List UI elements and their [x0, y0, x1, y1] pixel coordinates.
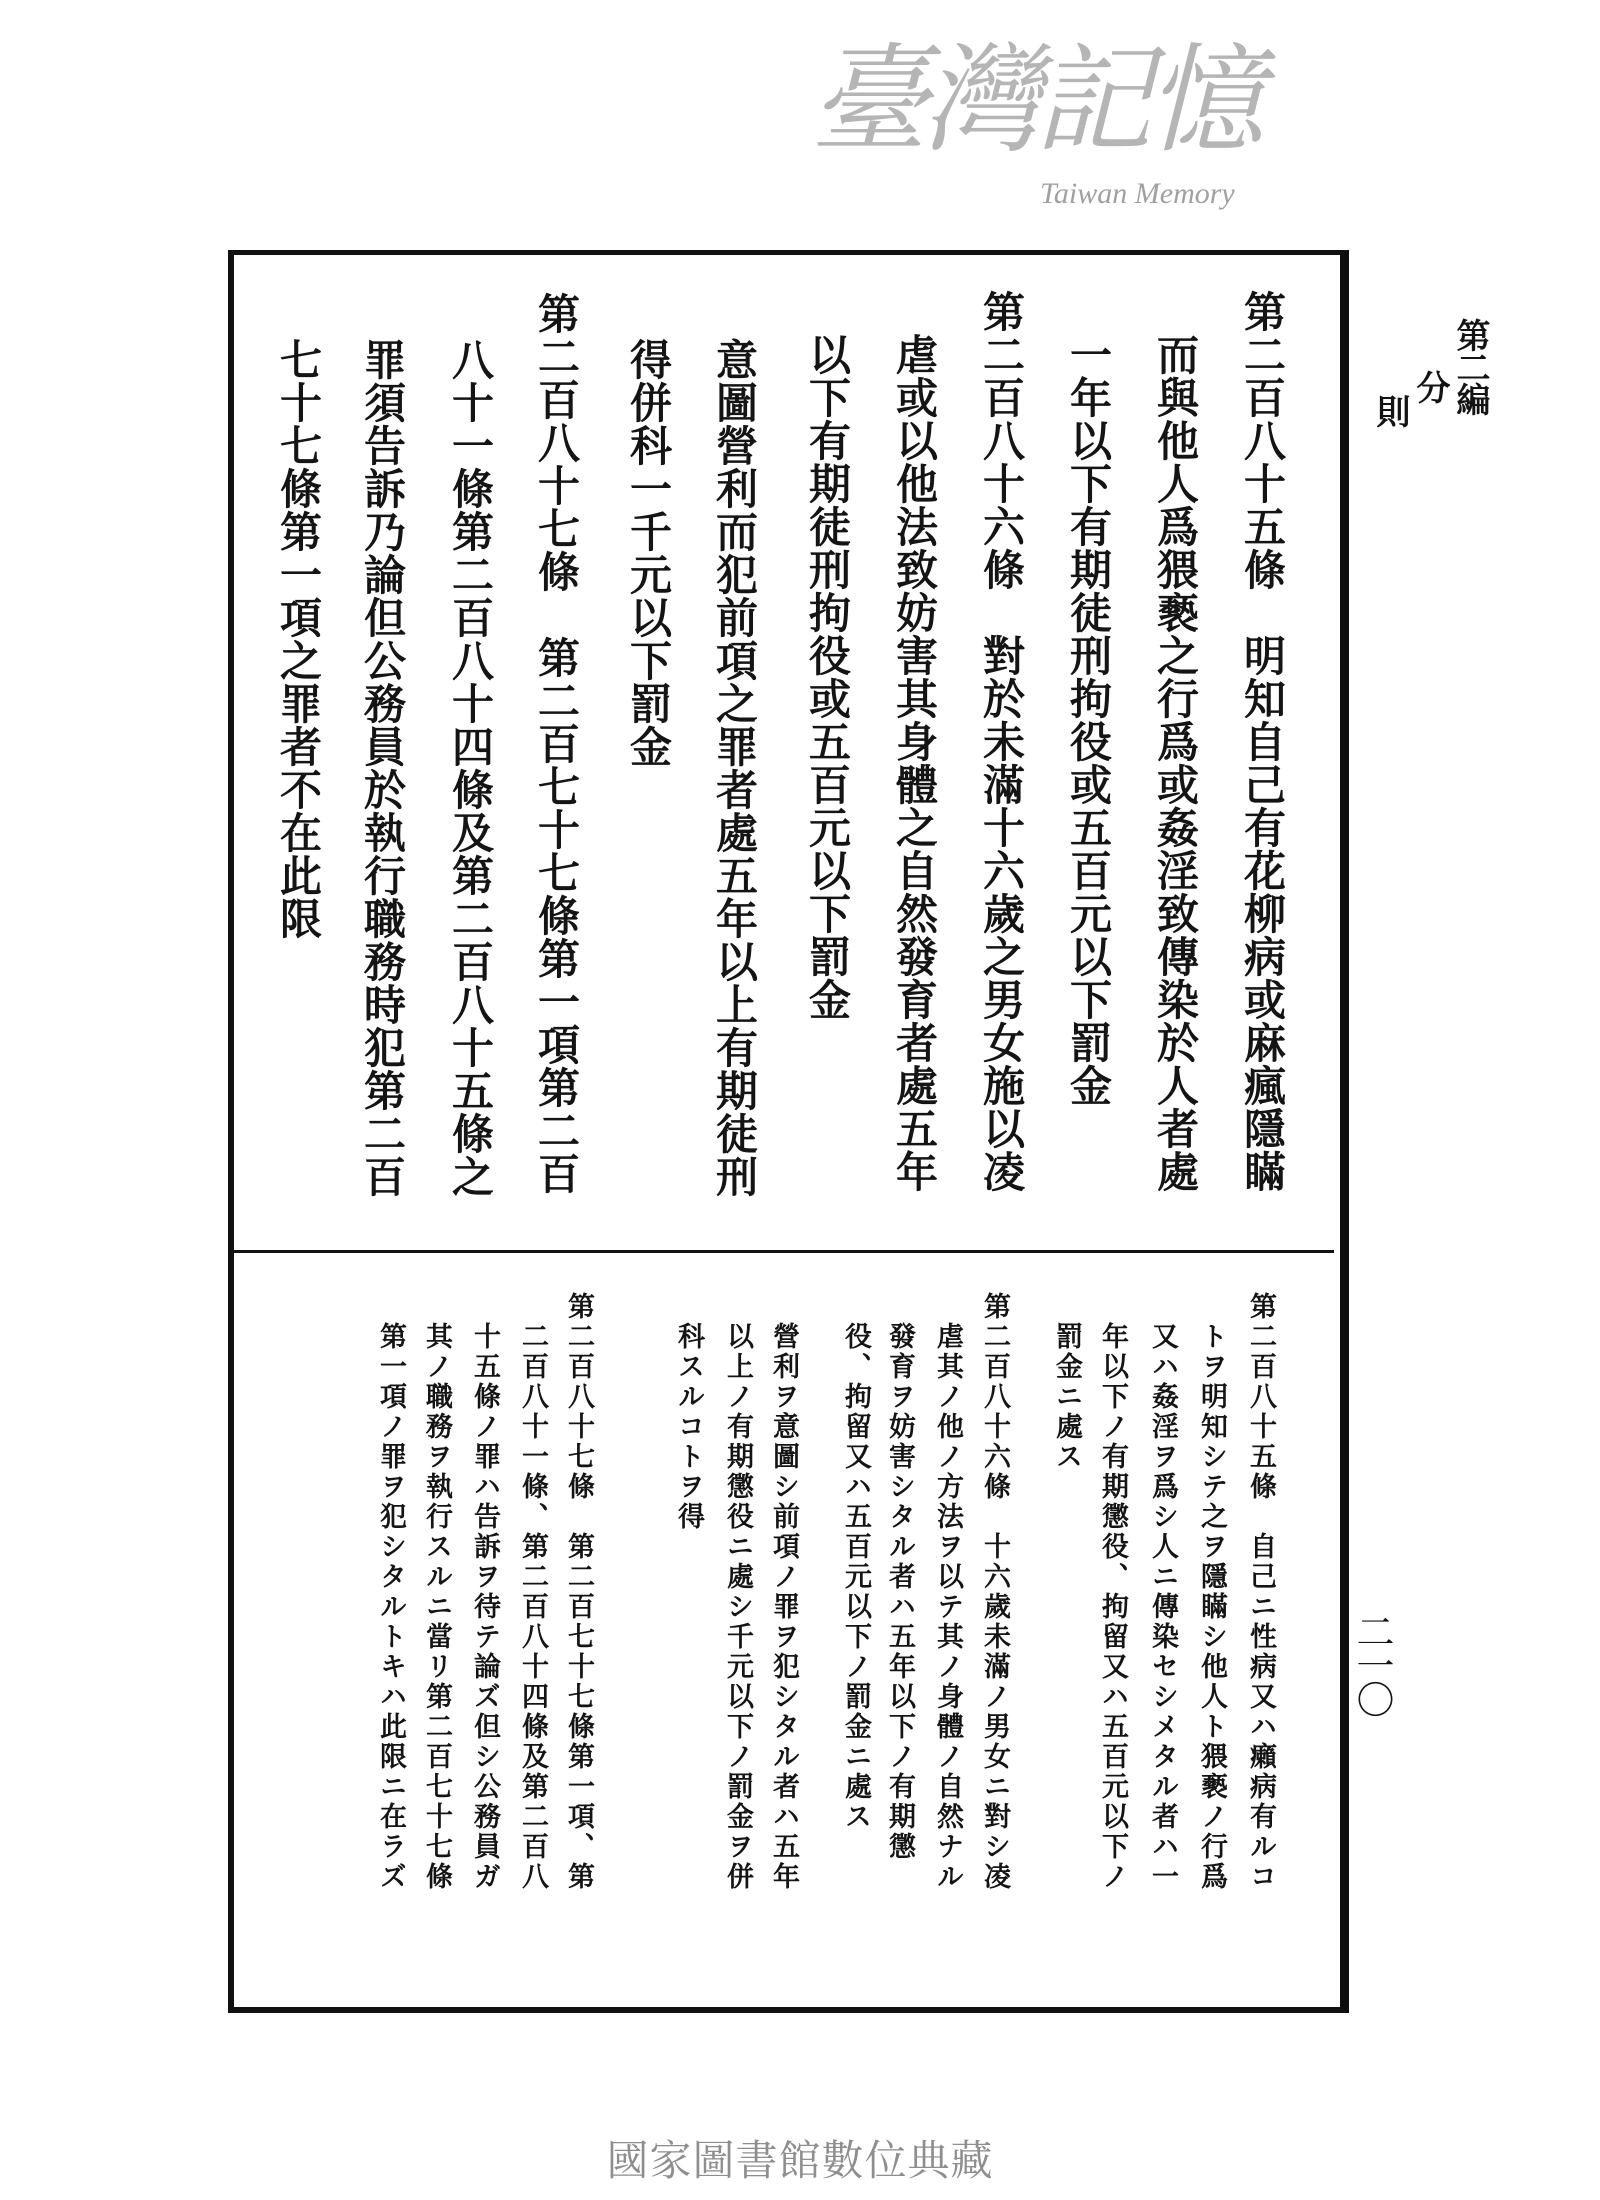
text-column: 第二百八十七條 第二百七十七條第一項第二百 — [532, 292, 581, 1195]
text-column: 營利ヲ意圖シ前項ノ罪ヲ犯シタル者ハ五年 — [768, 1322, 799, 1892]
running-header — [1370, 318, 1490, 428]
library-footer: 國家圖書館數位典藏 — [606, 2136, 994, 2185]
text-column: 一年以下有期徒刑拘役或五百元以下罰金 — [1064, 333, 1113, 1107]
text-column: 罪須告訴乃論但公務員於執行職務時犯第二百 — [358, 338, 407, 1198]
text-column: 二百八十一條、第二百八十四條及第二百八 — [517, 1322, 548, 1892]
text-column: 第二百八十五條 明知自己有花柳病或麻瘋隱瞞 — [1238, 290, 1287, 1193]
text-column: 第一項ノ罪ヲ犯シタルトキハ此限ニ在ラズ — [375, 1322, 406, 1892]
page-number: 二一〇 — [1350, 1612, 1394, 1714]
text-column: 以下有期徒刑拘役或五百元以下罰金 — [803, 333, 852, 1021]
watermark-logo: 臺灣記憶 — [810, 31, 1259, 169]
text-column: 八十一條第二百八十四條及第二百八十五條之 — [446, 338, 495, 1198]
text-column: 發育ヲ妨害シタル者ハ五年以下ノ有期懲 — [884, 1322, 915, 1862]
text-column: 第二百八十五條 自己ニ性病又ハ癩病有ルコ — [1245, 1292, 1276, 1892]
header-part: 第二編 — [1450, 318, 1490, 414]
text-column: 其ノ職務ヲ執行スルニ當リ第二百七十七條 — [421, 1322, 452, 1892]
watermark-text: Taiwan Memory — [1040, 177, 1235, 210]
text-column: 科スルコトヲ得 — [673, 1322, 704, 1532]
text-column: 役、拘留又ハ五百元以下ノ罰金ニ處ス — [840, 1322, 871, 1832]
text-column: 虐其ノ他ノ方法ヲ以テ其ノ身體ノ自然ナル — [932, 1322, 963, 1892]
text-column: 罰金ニ處ス — [1051, 1322, 1082, 1472]
text-column: 第二百八十七條 第二百七十七條第一項、第 — [563, 1292, 594, 1892]
text-column: 又ハ姦淫ヲ爲シ人ニ傳染セシメタル者ハ一 — [1147, 1322, 1178, 1892]
header-section-b: 則 — [1370, 394, 1410, 428]
text-column: トヲ明知シテ之ヲ隱瞞シ他人ト猥褻ノ行爲 — [1196, 1322, 1227, 1892]
text-column: 意圖營利而犯前項之罪者處五年以上有期徒刑 — [710, 338, 759, 1198]
text-column: 第二百八十六條 對於未滿十六歲之男女施以凌 — [977, 290, 1026, 1193]
text-column: 十五條ノ罪ハ告訴ヲ待テ論ズ但シ公務員ガ — [469, 1322, 500, 1892]
text-column: 第二百八十六條 十六歲未滿ノ男女ニ對シ凌 — [979, 1292, 1010, 1892]
text-column: 虐或以他法致妨害其身體之自然發育者處五年 — [890, 333, 939, 1193]
text-column: 而與他人爲猥褻之行爲或姦淫致傳染於人者處 — [1151, 333, 1200, 1193]
text-column: 年以下ノ有期懲役、拘留又ハ五百元以下ノ — [1097, 1322, 1128, 1892]
text-column: 以上ノ有期懲役ニ處シ千元以下ノ罰金ヲ併 — [722, 1322, 753, 1892]
text-column: 得併科一千元以下罰金 — [624, 338, 673, 768]
translation-divider — [234, 1250, 1334, 1253]
text-column: 七十七條第一項之罪者不在此限 — [274, 338, 323, 940]
header-section-a: 分 — [1410, 370, 1450, 404]
